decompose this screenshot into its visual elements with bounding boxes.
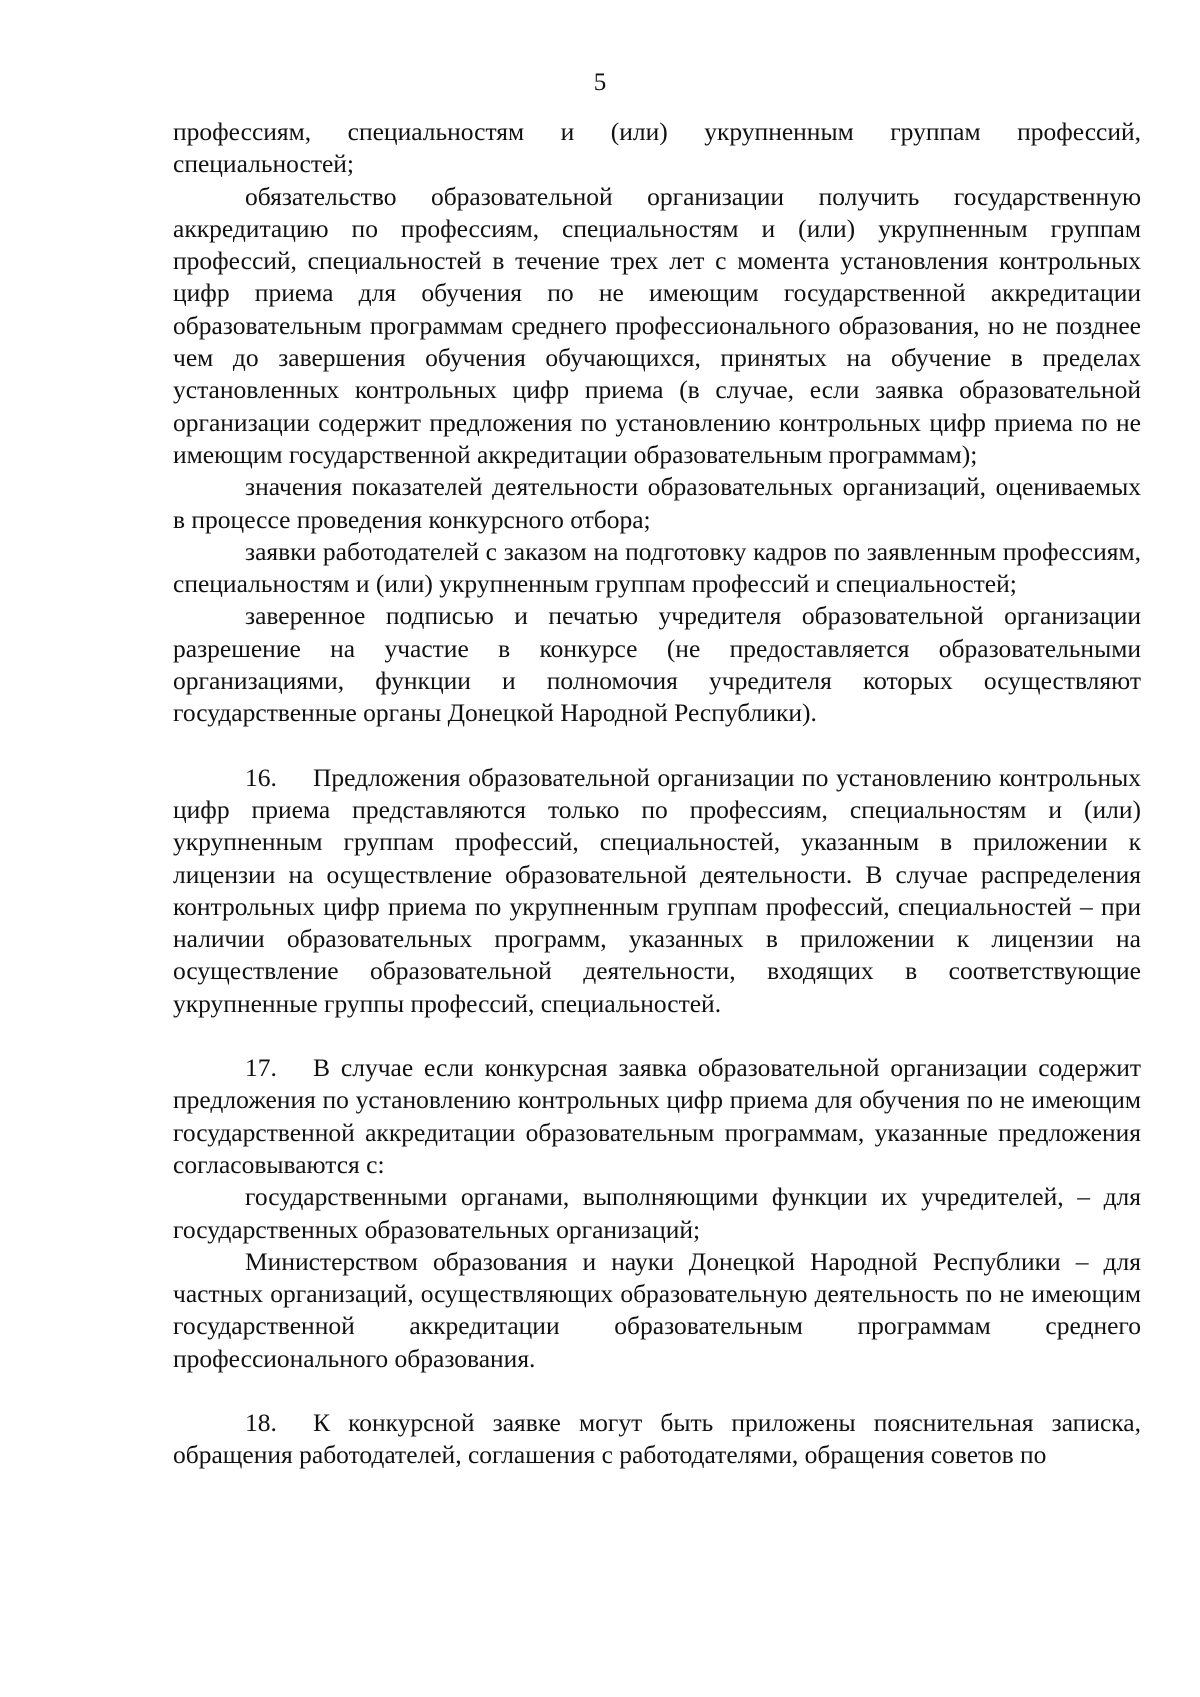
clause-18	[173, 1407, 1141, 1472]
clause-number: 16.	[245, 762, 277, 792]
clause-number: 17.	[245, 1053, 277, 1083]
paragraph-private-organizations: Министерством образования и науки Донецкой Народной Республики – для частных организаций, осуществляющих образовательную деятельность по не имеющим государственной аккредитации образовательным программам среднего профессионального образования.	[173, 1246, 1141, 1373]
clause-text: В случае если конкурсная заявка образовательной организации содержит предложения по установлению контрольных цифр приема для обучения по не имеющим государственной аккредитации образовательным программам, указанные предложения согласовываются с:	[173, 1053, 1141, 1179]
paragraph-state-organizations: государственными органами, выполняющими функции их учредителей, – для государственных образовательных организаций;	[173, 1182, 1141, 1244]
page-number: 5	[593, 69, 607, 96]
document-body	[173, 116, 1141, 1472]
paragraph-professions-continued: профессиям, специальностям и (или) укрупненным группам профессий, специальностей;	[173, 117, 1141, 179]
paragraph-founder-permission: заверенное подписью и печатью учредителя образовательной организации разрешение на участие в конкурсе (не предоставляется образовательными организациями, функции и полномочия учредителя которых осуществляют государственные органы Донецкой Народной Республики).	[173, 601, 1141, 728]
paragraph-performance-indicators: значения показателей деятельности образовательных организаций, оцениваемых в процессе проведения конкурсного отбора;	[173, 472, 1141, 534]
paragraph-employer-requests: заявки работодателей с заказом на подготовку кадров по заявленным профессиям, специальностям и (или) укрупненным группам профессий и специальностей;	[173, 536, 1141, 599]
clause-17	[173, 1052, 1141, 1181]
paragraph-accreditation-obligation: обязательство образовательной организации получить государственную аккредитацию по профессиям, специальностям и (или) укрупненным группам профессий, специальностей в течение трех лет с момента установления контрольных цифр приема для обучения по не имеющим государственной аккредитации образовательным программам среднего профессионального образования, но не позднее чем до завершения обучения обучающихся, принятых на обучение в пределах установленных контрольных цифр приема (в случае, если заявка образовательной организации содержит предложения по установлению контрольных цифр приема по не имеющим государственной аккредитации образовательным программам);	[173, 181, 1141, 469]
clause-text: Предложения образовательной организации по установлению контрольных цифр приема представляются только по профессиям, специальностям и (или) укрупненным группам профессий, специальностей, указанным в приложении к лицензии на осуществление образовательной деятельности. В случае распределения контрольных цифр приема по укрупненным группам профессий, специальностей – при наличии образовательных программ, указанных в приложении к лицензии на осуществление образовательной деятельности, входящих в соответствующие укрупненные группы профессий, специальностей.	[173, 762, 1141, 1018]
clause-text: К конкурсной заявке могут быть приложены пояснительная записка, обращения работодателей, соглашения с работодателями, обращения советов по	[173, 1407, 1141, 1470]
clause-number: 18.	[245, 1407, 277, 1437]
clause-16	[173, 762, 1141, 1020]
